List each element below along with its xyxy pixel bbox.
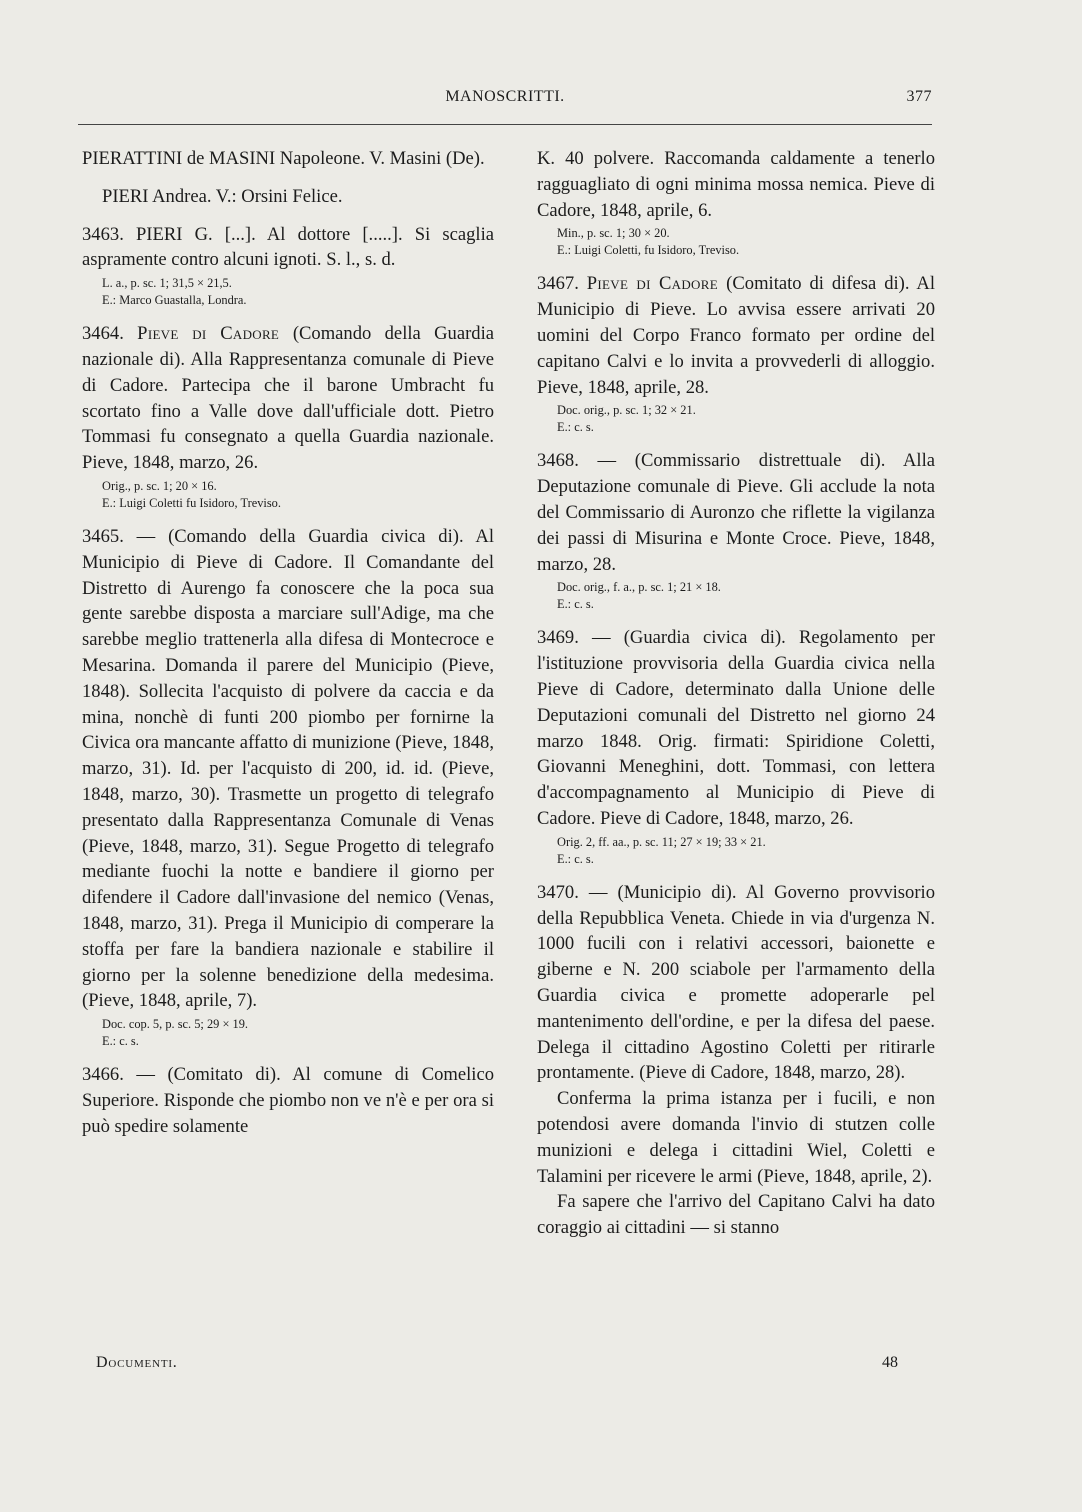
entry-number: 3468.	[537, 450, 598, 472]
catalog-entry	[82, 1062, 494, 1139]
catalog-note: E.: c. s.	[557, 851, 594, 866]
entry-number: 3469.	[537, 627, 592, 649]
catalog-note: Doc. orig., p. sc. 1; 32 × 21.	[557, 403, 696, 418]
catalog-note: Doc. orig., f. a., p. sc. 1; 21 × 18.	[557, 580, 721, 595]
entry-text: (Comitato di difesa di). Al Municipio di Pieve. Lo avvisa essere arrivati 20 uomini del Corpo Franco formato per ordine del capitano Calvi e lo invita a provvederli di alloggio. Pieve, 1848, aprile, 28.	[537, 273, 935, 398]
entry-text: — (Comitato di). Al comune di Comelico Superiore. Risponde che piombo non ve n'è e per ora si può spedire solamente	[82, 1064, 495, 1137]
entry-text: — (Commissario distrettuale di). Alla Deputazione comunale di Pieve. Gli acclude la nota del Commissario di Auronzo che riflette la vigilanza dei passi di Misurina e Monte Croce. Pieve, 1848, marzo, 28.	[537, 450, 935, 575]
entry-text: K. 40 polvere. Raccomanda caldamente a tenerlo ragguagliato di ogni minima mossa nemica. Pieve di Cadore, 1848, aprile, 6.	[537, 148, 935, 221]
catalog-entry	[82, 184, 494, 210]
entry-text: — (Municipio di). Al Governo provvisorio della Repubblica Veneta. Chiede in via d'urgenza N. 1000 fucili con i relativi accessori, baionette e giberne e N. 200 sciabole per l'armamento della Guardia civica e promette adoperarle pel mantenimento dell'ordine, e per la difesa del paese. Delega il cittadino Agostino Coletti per ritirarle prontamente. (Pieve di Cadore, 1848, marzo, 28).	[537, 881, 935, 1084]
entry-heading: Pieve di Cadore	[137, 323, 293, 345]
entry-continuation	[537, 146, 935, 223]
paragraph	[537, 1189, 935, 1241]
entry-text: — (Guardia civica di). Regolamento per l'istituzione provvisoria della Guardia civica nella Pieve di Cadore, determinato dalla Unione delle Deputazioni comunali del Distretto nel giorno 24 marzo 1848. Orig. firmati: Spiridione Coletti, Giovanni Meneghini, dott. Tommasi, con lettera d'accompagnamento al Municipio di Pieve di Cadore. Pieve di Cadore, 1848, marzo, 26.	[537, 627, 935, 829]
catalog-entry	[537, 625, 935, 831]
catalog-note: Doc. cop. 5, p. sc. 5; 29 × 19.	[102, 1017, 249, 1032]
entry-number: 3470.	[537, 881, 589, 903]
catalog-entry	[537, 448, 935, 577]
entry-number: 3467.	[537, 273, 587, 295]
entry-text: PIERI G. [...]. Al dottore [.....]. Si scaglia aspramente contro alcuni ignoti. S. l., s. d.	[82, 223, 495, 271]
catalog-entry	[537, 271, 935, 400]
catalog-note: Orig. 2, ff. aa., p. sc. 11; 27 × 19; 33 × 21.	[557, 834, 766, 849]
entry-text: PIERATTINI de MASINI Napoleone. V. Masini (De).	[82, 148, 485, 169]
catalog-entry	[82, 321, 494, 476]
catalog-note: E.: c. s.	[557, 420, 594, 435]
entry-heading: Pieve di Cadore	[586, 273, 727, 295]
footer-signature: Documenti.	[96, 1354, 178, 1371]
catalog-entry	[82, 146, 494, 172]
catalog-note: E.: Luigi Coletti fu Isidoro, Treviso.	[102, 495, 281, 510]
catalog-note: E.: c. s.	[557, 597, 594, 612]
right-column	[537, 146, 935, 1241]
entry-number: 3463.	[82, 223, 136, 245]
header-rule	[78, 124, 932, 125]
entry-text: (Comando della Guardia nazionale di). Alla Rappresentanza comunale di Pieve di Cadore. Partecipa che il barone Umbracht fu scortato fino a Valle dove dall'ufficiale dott. Pietro Tommasi fu consegnato a quella Guardia nazionale. Pieve, 1848, marzo, 26.	[82, 323, 494, 474]
entry-number: 3464.	[82, 323, 138, 345]
left-column	[82, 146, 494, 1140]
entry-number: 3465.	[82, 525, 137, 547]
entry-text: — (Comando della Guardia civica di). Al Municipio di Pieve di Cadore. Il Comandante del Distretto di Aurengo fa conoscere che la poca sua gente sarebbe disposta a marciare sull'Adige, ma che sarebbe meglio trattenerla alla difesa di Montecroce e Mesarina. Domanda il parere del Municipio (Pieve, 1848). Sollecita l'acquisto di polvere da caccia e da mina, nonchè di funti 200 piombo per fornirne la Civica ora mancante affatto di munizione (Pieve, 1848, marzo, 31). Id. per l'acquisto di 200, id. id. (Pieve, 1848, marzo, 30). Trasmette un progetto di telegrafo presentato dalla Rappresentanza Comunale di Venas (Pieve, 1848, marzo, 31). Segue Progetto di telegrafo mediante fuochi la notte e bandiere il giorno per difendere il Cadore dall'invasione del nemico (Venas, 1848, marzo, 31). Prega il Municipio di comperare la stoffa per fare la bandiera nazionale e stabilire il giorno per la solenne benedizione della medesima. (Pieve, 1848, aprile, 7).	[82, 525, 495, 1012]
running-title: MANOSCRITTI.	[445, 88, 565, 105]
catalog-note: E.: Marco Guastalla, Londra.	[102, 293, 247, 308]
paragraph	[537, 1086, 935, 1189]
page-number: 377	[906, 88, 932, 105]
catalog-entry	[537, 880, 935, 1086]
catalog-entry	[82, 222, 494, 274]
entry-text: PIERI Andrea. V.: Orsini Felice.	[102, 185, 343, 207]
catalog-note: Min., p. sc. 1; 30 × 20.	[557, 226, 670, 241]
entry-number: 3466.	[82, 1064, 137, 1086]
entry-text: Conferma la prima istanza per i fucili, e non potendosi avere domanda l'invio di stutzen colle munizioni e delega i cittadini Wiel, Coletti e Talamini per ricevere le armi (Pieve, 1848, aprile, 2).	[537, 1088, 935, 1187]
running-header	[78, 88, 932, 112]
entry-text: Fa sapere che l'arrivo del Capitano Calvi ha dato coraggio ai cittadini — si stanno	[537, 1191, 935, 1239]
footer-sheet-number: 48	[882, 1354, 898, 1371]
catalog-note: Orig., p. sc. 1; 20 × 16.	[102, 478, 217, 493]
catalog-entry	[82, 524, 494, 1014]
catalog-note: E.: Luigi Coletti, fu Isidoro, Treviso.	[557, 243, 740, 258]
catalog-note: E.: c. s.	[102, 1034, 139, 1049]
catalog-note: L. a., p. sc. 1; 31,5 × 21,5.	[102, 276, 232, 291]
